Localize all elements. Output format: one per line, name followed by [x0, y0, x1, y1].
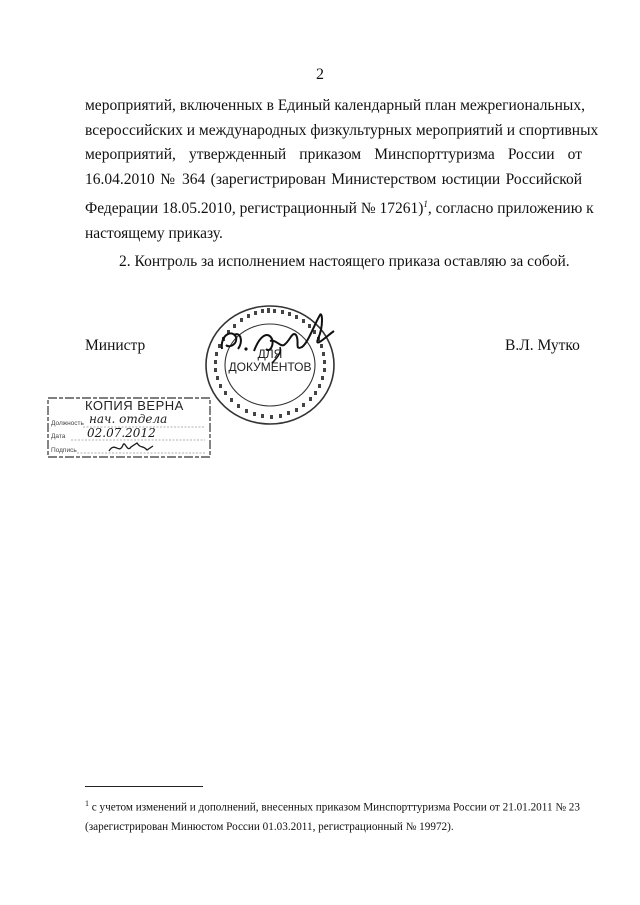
paragraph-1-line-4: 16.04.2010 № 364 (зарегистрирован Министерством юстиции Российской: [85, 170, 582, 188]
seal-line-1: ДЛЯ: [257, 347, 283, 361]
footnote-separator: [85, 786, 203, 787]
paragraph-1-line-5: [85, 192, 594, 222]
minister-name: В.Л. Мутко: [505, 337, 580, 354]
footnote-reference: 1: [423, 199, 428, 210]
line-5-start: Федерации 18.05.2010, регистрационный № 17261): [85, 200, 424, 218]
footnote-mark: 1: [85, 799, 89, 808]
stamp-signature-label: Подпись: [51, 447, 77, 454]
page-number: 2: [316, 66, 324, 83]
stamp-position-value: нач. отдела: [89, 412, 168, 426]
stamp-date-value: 02.07.2012: [87, 426, 156, 440]
paragraph-2: 2. Контроль за исполнением настоящего приказа оставляю за собой.: [119, 253, 570, 270]
stamp-signature-icon: [107, 437, 157, 457]
seal-line-2: ДОКУМЕНТОВ: [228, 360, 312, 374]
minister-signature-icon: [210, 305, 350, 385]
footnote: [85, 794, 590, 837]
stamp-date-label: Дата: [51, 433, 66, 440]
paragraph-1-line-2: всероссийских и международных физкультурных мероприятий и спортивных: [85, 121, 599, 139]
paragraph-1: [85, 94, 599, 247]
paragraph-1-line-3: мероприятий, утвержденный приказом Минспорттуризма России от: [85, 146, 582, 164]
line-5-end: , согласно приложению к: [427, 200, 594, 218]
copy-certified-stamp: [47, 397, 212, 459]
minister-title: Министр: [85, 337, 146, 354]
paragraph-1-line-1: мероприятий, включенных в Единый календарный план межрегиональных,: [85, 97, 585, 114]
stamp-title: КОПИЯ ВЕРНА: [85, 398, 184, 413]
paragraph-1-line-6: настоящему приказу.: [85, 225, 223, 243]
footnote-text: с учетом изменений и дополнений, внесенных приказом Минспорттуризма России от 21.01.2011 № 23 (зарегистрирован Минюстом России 01.03.2011, регистрационный № 19972).: [85, 801, 580, 833]
stamp-position-label: Должность: [51, 420, 84, 427]
